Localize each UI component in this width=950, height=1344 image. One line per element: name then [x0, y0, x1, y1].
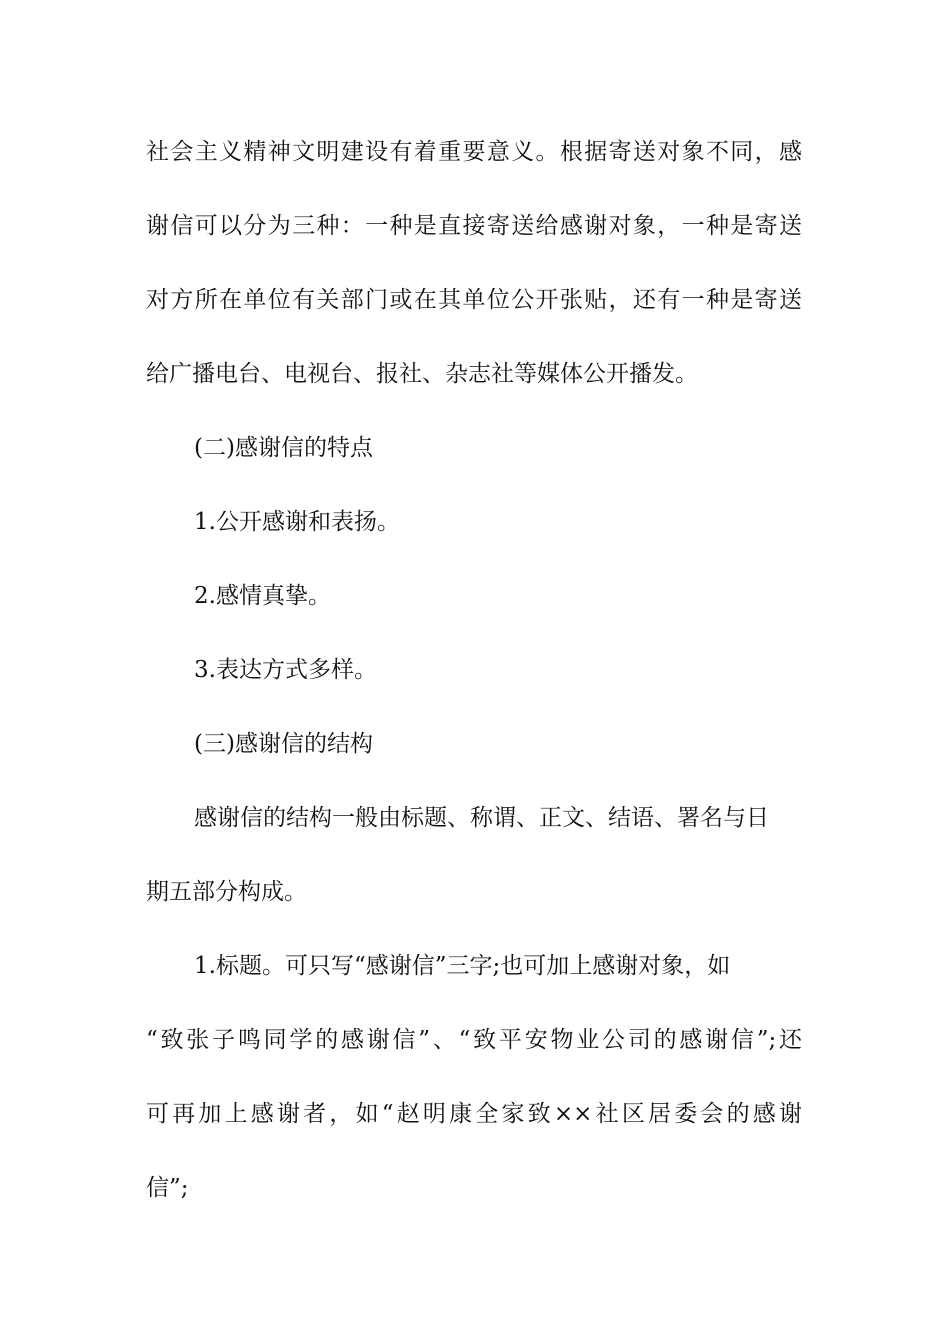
list-item: 1.公开感谢和表扬。	[194, 509, 400, 535]
paragraph-first-line: 感谢信的结构一般由标题、称谓、正文、结语、署名与日	[194, 805, 769, 831]
list-item: 2.感情真挚。	[194, 583, 331, 609]
body-text-line: 对方所在单位有关部门或在其单位公开张贴，还有一种是寄送	[146, 287, 802, 313]
list-item: 3.表达方式多样。	[194, 657, 377, 683]
body-text-line: 信”;	[146, 1175, 189, 1201]
body-text-line: 可再加上感谢者，如“赵明康全家致××社区居委会的感谢	[146, 1101, 802, 1127]
section-heading: (三)感谢信的结构	[194, 731, 373, 757]
body-text-line: 给广播电台、电视台、报社、杂志社等媒体公开播发。	[146, 361, 698, 387]
body-text-line: 社会主义精神文明建设有着重要意义。根据寄送对象不同，感	[146, 139, 802, 165]
body-text-line: “致张子鸣同学的感谢信”、“致平安物业公司的感谢信”;还	[146, 1027, 802, 1053]
paragraph-first-line: 1.标题。可只写“感谢信”三字;也可加上感谢对象，如	[194, 953, 731, 979]
body-text-line: 谢信可以分为三种：一种是直接寄送给感谢对象，一种是寄送	[146, 213, 802, 239]
body-text-line: 期五部分构成。	[146, 879, 307, 905]
section-heading: (二)感谢信的特点	[194, 435, 373, 461]
